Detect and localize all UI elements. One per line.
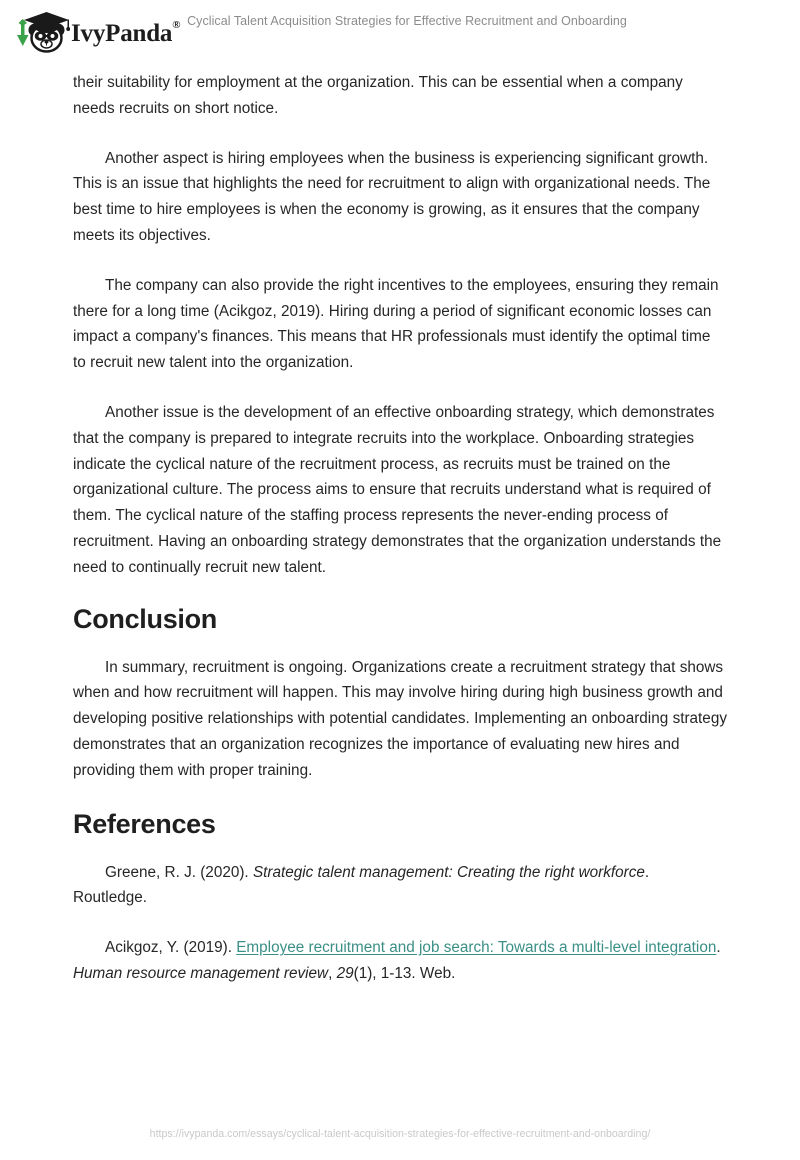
document-body [73, 70, 727, 1011]
paragraph-continued: their suitability for employment at the organization. This can be essential when a company needs recruits on short notice. [73, 74, 683, 117]
reference-issue-pages: (1), 1-13. Web. [353, 964, 456, 982]
registered-trademark-mark: ® [172, 19, 181, 32]
reference-volume: 29 [336, 964, 354, 982]
reference-title: Strategic talent management: Creating the right workforce [252, 863, 645, 881]
reference-entry-greene [73, 860, 727, 912]
paragraph-incentives: The company can also provide the right incentives to the employees, ensuring they remain there for a long time (Acikgoz, 2019). Hiring during a period of significant economic losses can impact a company's finances. This means that HR professionals must identify the optimal time to recruit new talent into the organization. [73, 276, 719, 372]
reference-separator: , [328, 964, 337, 982]
reference-publisher: . Routledge. [73, 863, 650, 907]
heading-conclusion: Conclusion [73, 603, 217, 634]
reference-link-tail: . [716, 939, 721, 957]
reference-entry-acikgoz [73, 935, 727, 987]
paragraph-conclusion: In summary, recruitment is ongoing. Organizations create a recruitment strategy that shows when and how recruitment will happen. This may involve hiring during high business growth and developing positive relationships with potential candidates. Implementing an onboarding strategy demonstrates that an organization recognizes the importance of evaluating new hires and providing them with proper training. [73, 658, 727, 779]
heading-references: References [73, 808, 216, 839]
reference-source-link[interactable]: Employee recruitment and job search: Towards a multi-level integration [236, 939, 717, 957]
paragraph-business-growth: Another aspect is hiring employees when the business is experiencing significant growth. This is an issue that highlights the need for recruitment to align with organizational needs. The best time to hire employees is when the economy is growing, as it ensures that the company meets its objectives. [73, 149, 711, 244]
brand-name: IvyPanda® [71, 19, 181, 47]
page-header [0, 0, 800, 66]
reference-journal: Human resource management review [73, 964, 329, 982]
document-title-header: Cyclical Talent Acquisition Strategies for Effective Recruitment and Onboarding [187, 14, 627, 28]
reference-author-year: Greene, R. J. (2020). [105, 863, 253, 881]
reference-author-year: Acikgoz, Y. (2019). [105, 939, 237, 957]
paragraph-onboarding-strategy: Another issue is the development of an effective onboarding strategy, which demonstrates that the company is prepared to integrate recruits into the workplace. Onboarding strategies indicate the cyclical nature of the recruitment process, as recruits must be trained on the organizational culture. The process aims to ensure that recruits understand what is required of them. The cyclical nature of the staffing process represents the never-ending process of recruitment. Having an onboarding strategy demonstrates that the organization understands the need to continually recruit new talent. [73, 403, 722, 576]
footer-source-url[interactable]: https://ivypanda.com/essays/cyclical-talent-acquisition-strategies-for-effective-recruitment-and-onboarding/ [149, 1128, 651, 1140]
